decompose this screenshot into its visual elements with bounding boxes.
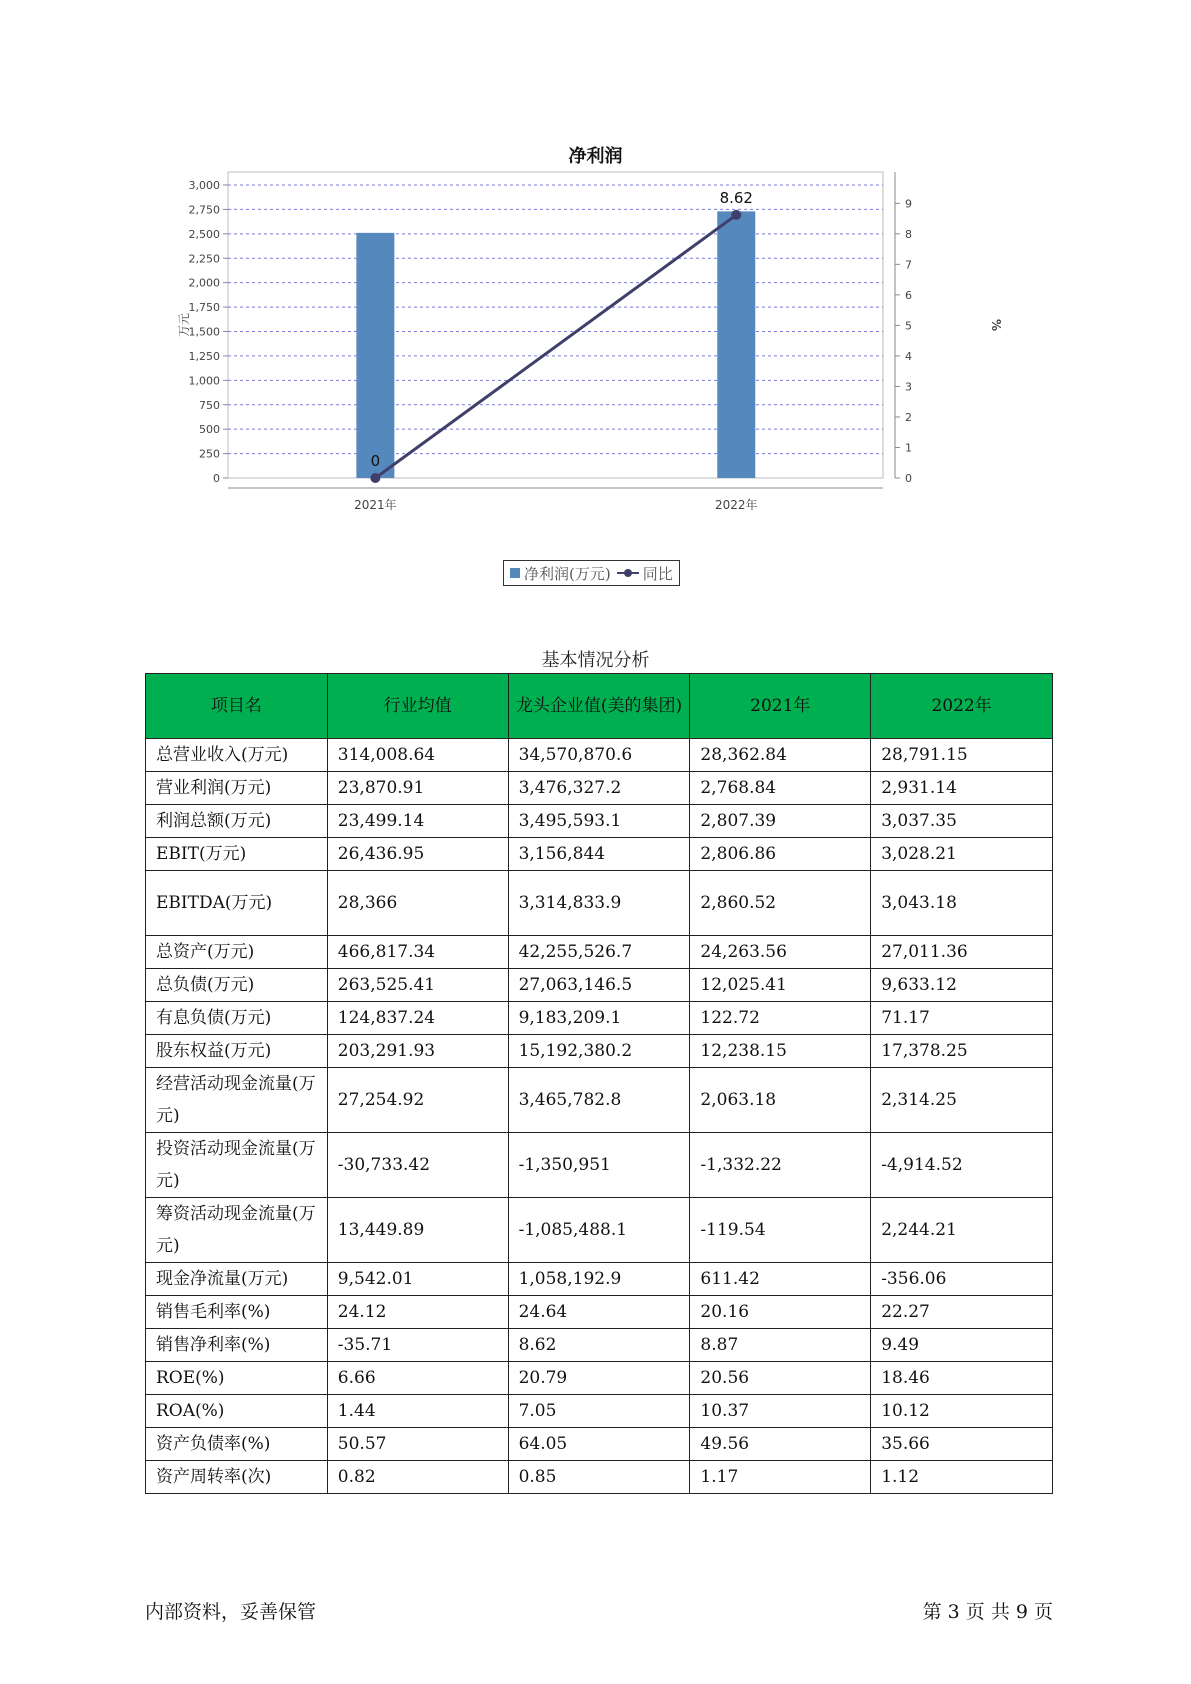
cell-industry-average: 23,499.14 <box>327 805 508 838</box>
y-tick-label: 3,000 <box>188 179 220 192</box>
legend-label-net-profit: 净利润(万元) <box>524 564 611 583</box>
table-row <box>146 1395 1053 1428</box>
table-row <box>146 1068 1053 1133</box>
y-tick-label: 2,500 <box>188 227 220 241</box>
cell-industry-average: 28,366 <box>327 871 508 936</box>
cell-value-2021: 10.37 <box>690 1395 871 1428</box>
point-yoy-2022 <box>731 210 741 220</box>
cell-industry-average: 6.66 <box>327 1362 508 1395</box>
cell-item-name: 总负债(万元) <box>146 969 328 1002</box>
y2-tick-label: 5 <box>905 319 912 333</box>
cell-value-2021: -119.54 <box>690 1198 871 1263</box>
y-tick-label: 250 <box>199 447 220 461</box>
cell-industry-average: 26,436.95 <box>327 838 508 871</box>
table-row <box>146 969 1053 1002</box>
header-industry-average: 行业均值 <box>327 674 508 739</box>
cell-item-name: 经营活动现金流量(万元) <box>146 1068 328 1133</box>
cell-value-2021: 12,238.15 <box>690 1035 871 1068</box>
cell-item-name: 资产周转率(次) <box>146 1461 328 1494</box>
table-body <box>146 739 1053 1494</box>
table-caption: 基本情况分析 <box>541 650 650 671</box>
y-tick-label: 2,000 <box>188 276 220 290</box>
y-tick-label: 1,000 <box>188 374 220 388</box>
legend-line-swatch <box>617 567 639 579</box>
table-header-row <box>146 674 1053 739</box>
net-profit-chart <box>0 0 1191 560</box>
legend-item-yoy <box>617 563 673 584</box>
cell-industry-average: -30,733.42 <box>327 1133 508 1198</box>
table-row <box>146 1461 1053 1494</box>
cell-industry-average: 0.82 <box>327 1461 508 1494</box>
data-label-yoy: 8.62 <box>719 188 753 207</box>
cell-value-2021: 8.87 <box>690 1329 871 1362</box>
cell-value-2022: 9,633.12 <box>871 969 1053 1002</box>
header-item-name: 项目名 <box>146 674 328 739</box>
table-row <box>146 805 1053 838</box>
chart-legend <box>503 560 680 586</box>
cell-value-2022: 3,028.21 <box>871 838 1053 871</box>
cell-value-2022: -4,914.52 <box>871 1133 1053 1198</box>
y-tick-label: 750 <box>199 398 220 412</box>
cell-leader-value: 3,476,327.2 <box>508 772 690 805</box>
cell-leader-value: -1,350,951 <box>508 1133 690 1198</box>
cell-value-2021: 1.17 <box>690 1461 871 1494</box>
cell-value-2022: 3,043.18 <box>871 871 1053 936</box>
y2-tick-label: 3 <box>905 380 912 394</box>
cell-industry-average: 203,291.93 <box>327 1035 508 1068</box>
cell-leader-value: 3,314,833.9 <box>508 871 690 936</box>
cell-item-name: 股东权益(万元) <box>146 1035 328 1068</box>
basic-analysis-table <box>145 673 1053 1494</box>
cell-leader-value: 3,156,844 <box>508 838 690 871</box>
table-row <box>146 1133 1053 1198</box>
cell-value-2022: 3,037.35 <box>871 805 1053 838</box>
table-row <box>146 1428 1053 1461</box>
cell-value-2021: 20.16 <box>690 1296 871 1329</box>
cell-value-2022: 28,791.15 <box>871 739 1053 772</box>
cell-item-name: ROA(%) <box>146 1395 328 1428</box>
y-tick-label: 500 <box>199 423 220 437</box>
point-yoy-2021 <box>370 473 380 483</box>
cell-industry-average: 466,817.34 <box>327 936 508 969</box>
cell-value-2021: 2,807.39 <box>690 805 871 838</box>
y2-tick-label: 8 <box>905 227 912 241</box>
cell-value-2022: 2,244.21 <box>871 1198 1053 1263</box>
y2-tick-label: 1 <box>905 441 912 455</box>
cell-value-2021: 49.56 <box>690 1428 871 1461</box>
cell-item-name: 筹资活动现金流量(万元) <box>146 1198 328 1263</box>
cell-industry-average: 314,008.64 <box>327 739 508 772</box>
cell-industry-average: 1.44 <box>327 1395 508 1428</box>
cell-leader-value: 15,192,380.2 <box>508 1035 690 1068</box>
cell-item-name: 销售毛利率(%) <box>146 1296 328 1329</box>
cell-leader-value: 24.64 <box>508 1296 690 1329</box>
y-tick-label: 1,750 <box>188 301 220 315</box>
cell-item-name: 总营业收入(万元) <box>146 739 328 772</box>
cell-value-2022: 2,931.14 <box>871 772 1053 805</box>
cell-value-2022: 2,314.25 <box>871 1068 1053 1133</box>
cell-industry-average: 9,542.01 <box>327 1263 508 1296</box>
cell-value-2021: 611.42 <box>690 1263 871 1296</box>
cell-industry-average: 50.57 <box>327 1428 508 1461</box>
plot-area <box>228 172 883 478</box>
cell-leader-value: 34,570,870.6 <box>508 739 690 772</box>
table-row <box>146 936 1053 969</box>
cell-item-name: 营业利润(万元) <box>146 772 328 805</box>
cell-leader-value: 9,183,209.1 <box>508 1002 690 1035</box>
cell-leader-value: -1,085,488.1 <box>508 1198 690 1263</box>
cell-value-2021: 28,362.84 <box>690 739 871 772</box>
cell-leader-value: 1,058,192.9 <box>508 1263 690 1296</box>
table-row <box>146 1002 1053 1035</box>
y-tick-label: 2,750 <box>188 203 220 217</box>
cell-value-2022: 22.27 <box>871 1296 1053 1329</box>
table-row <box>146 1035 1053 1068</box>
data-label-yoy: 0 <box>370 452 381 470</box>
y2-tick-label: 6 <box>905 288 912 302</box>
cell-value-2022: 9.49 <box>871 1329 1053 1362</box>
y2-tick-label: 9 <box>905 197 912 211</box>
header-leader-value: 龙头企业值(美的集团) <box>508 674 690 739</box>
cell-industry-average: 263,525.41 <box>327 969 508 1002</box>
cell-item-name: EBITDA(万元) <box>146 871 328 936</box>
header-2021: 2021年 <box>690 674 871 739</box>
y2-tick-label: 7 <box>905 258 912 272</box>
y-tick-label: 1,250 <box>188 349 220 363</box>
cell-item-name: 利润总额(万元) <box>146 805 328 838</box>
cell-leader-value: 64.05 <box>508 1428 690 1461</box>
bar-net-profit-2021 <box>356 233 394 478</box>
cell-leader-value: 20.79 <box>508 1362 690 1395</box>
cell-leader-value: 8.62 <box>508 1329 690 1362</box>
table-row <box>146 1362 1053 1395</box>
y2-tick-label: 4 <box>905 349 912 363</box>
cell-value-2022: 18.46 <box>871 1362 1053 1395</box>
x-tick-label: 2021年 <box>354 498 397 512</box>
cell-value-2021: 20.56 <box>690 1362 871 1395</box>
cell-item-name: ROE(%) <box>146 1362 328 1395</box>
y-tick-label: 1,500 <box>188 325 220 339</box>
cell-leader-value: 42,255,526.7 <box>508 936 690 969</box>
table-row <box>146 772 1053 805</box>
cell-leader-value: 7.05 <box>508 1395 690 1428</box>
cell-value-2022: 10.12 <box>871 1395 1053 1428</box>
y-axis-title: 万元 <box>177 312 191 338</box>
cell-leader-value: 3,495,593.1 <box>508 805 690 838</box>
y-tick-label: 0 <box>213 472 220 485</box>
table-row <box>146 1263 1053 1296</box>
cell-item-name: 投资活动现金流量(万元) <box>146 1133 328 1198</box>
cell-item-name: EBIT(万元) <box>146 838 328 871</box>
y-tick-label: 2,250 <box>188 252 220 266</box>
cell-value-2021: 2,860.52 <box>690 871 871 936</box>
cell-value-2021: 122.72 <box>690 1002 871 1035</box>
cell-industry-average: 27,254.92 <box>327 1068 508 1133</box>
table-row <box>146 838 1053 871</box>
cell-item-name: 有息负债(万元) <box>146 1002 328 1035</box>
cell-value-2021: 2,063.18 <box>690 1068 871 1133</box>
bar-net-profit-2022 <box>717 211 755 478</box>
cell-item-name: 现金净流量(万元) <box>146 1263 328 1296</box>
legend-label-yoy: 同比 <box>642 564 673 583</box>
cell-industry-average: -35.71 <box>327 1329 508 1362</box>
cell-industry-average: 124,837.24 <box>327 1002 508 1035</box>
cell-value-2021: -1,332.22 <box>690 1133 871 1198</box>
footer-page-number: 第 3 页 共 9 页 <box>922 1601 1053 1623</box>
cell-value-2021: 2,768.84 <box>690 772 871 805</box>
cell-industry-average: 23,870.91 <box>327 772 508 805</box>
table-row <box>146 1198 1053 1263</box>
cell-industry-average: 13,449.89 <box>327 1198 508 1263</box>
cell-value-2022: 17,378.25 <box>871 1035 1053 1068</box>
cell-value-2021: 12,025.41 <box>690 969 871 1002</box>
cell-value-2022: 35.66 <box>871 1428 1053 1461</box>
y2-tick-label: 0 <box>905 472 912 485</box>
header-2022: 2022年 <box>871 674 1053 739</box>
footer-confidential-note: 内部资料，妥善保管 <box>145 1601 317 1623</box>
x-tick-label: 2022年 <box>715 498 758 512</box>
cell-industry-average: 24.12 <box>327 1296 508 1329</box>
chart-title: 净利润 <box>568 146 623 167</box>
table-row <box>146 739 1053 772</box>
cell-item-name: 销售净利率(%) <box>146 1329 328 1362</box>
y2-axis-title: % <box>989 318 1003 332</box>
cell-value-2022: 1.12 <box>871 1461 1053 1494</box>
cell-value-2022: 71.17 <box>871 1002 1053 1035</box>
cell-value-2021: 2,806.86 <box>690 838 871 871</box>
cell-item-name: 资产负债率(%) <box>146 1428 328 1461</box>
y2-tick-label: 2 <box>905 410 912 424</box>
cell-leader-value: 27,063,146.5 <box>508 969 690 1002</box>
cell-value-2021: 24,263.56 <box>690 936 871 969</box>
table-row <box>146 1329 1053 1362</box>
cell-leader-value: 3,465,782.8 <box>508 1068 690 1133</box>
cell-value-2022: -356.06 <box>871 1263 1053 1296</box>
cell-item-name: 总资产(万元) <box>146 936 328 969</box>
table-row <box>146 1296 1053 1329</box>
legend-item-net-profit <box>510 563 611 584</box>
cell-leader-value: 0.85 <box>508 1461 690 1494</box>
table-row <box>146 871 1053 936</box>
legend-bar-swatch <box>510 568 520 578</box>
cell-value-2022: 27,011.36 <box>871 936 1053 969</box>
